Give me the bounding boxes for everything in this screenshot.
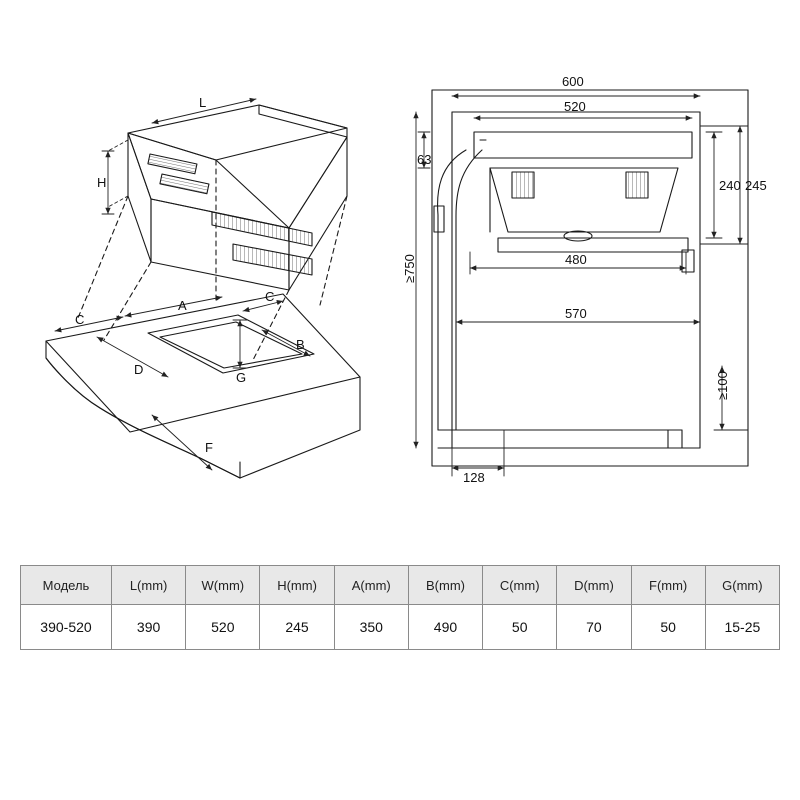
- header-g: G(mm): [705, 566, 779, 605]
- cell-c: 50: [483, 605, 557, 650]
- label-D: D: [134, 362, 144, 377]
- header-h: H(mm): [260, 566, 334, 605]
- iso-dimension-lines: [55, 99, 310, 470]
- dim-750: ≥750: [402, 254, 417, 283]
- header-f: F(mm): [631, 566, 705, 605]
- dim-128: 128: [463, 470, 485, 485]
- header-model: Модель: [21, 566, 112, 605]
- header-w: W(mm): [186, 566, 260, 605]
- label-C-right: C: [265, 289, 275, 304]
- table-row: [21, 605, 780, 650]
- section-dimension-lines: [416, 96, 748, 476]
- label-H: H: [97, 175, 107, 190]
- header-b: B(mm): [408, 566, 482, 605]
- label-A: A: [178, 298, 187, 313]
- cell-f: 50: [631, 605, 705, 650]
- specification-table: [20, 565, 780, 650]
- header-c: C(mm): [483, 566, 557, 605]
- dim-480: 480: [565, 252, 587, 267]
- hood-body: [128, 105, 347, 290]
- dim-100: ≥100: [715, 371, 730, 400]
- cell-h: 245: [260, 605, 334, 650]
- cell-w: 520: [186, 605, 260, 650]
- dim-600: 600: [562, 74, 584, 89]
- label-L: L: [199, 95, 207, 110]
- cell-b: 490: [408, 605, 482, 650]
- dim-570: 570: [565, 306, 587, 321]
- header-l: L(mm): [112, 566, 186, 605]
- dim-520: 520: [564, 99, 586, 114]
- table-header-row: [21, 566, 780, 605]
- cell-model: 390-520: [21, 605, 112, 650]
- cell-g: 15-25: [705, 605, 779, 650]
- dim-245: 245: [745, 178, 767, 193]
- countertop: [46, 294, 360, 478]
- cell-l: 390: [112, 605, 186, 650]
- label-G: G: [236, 370, 247, 385]
- header-d: D(mm): [557, 566, 631, 605]
- cell-a: 350: [334, 605, 408, 650]
- label-F: F: [205, 440, 213, 455]
- dim-240: 240: [719, 178, 741, 193]
- dim-63: 63: [417, 152, 432, 167]
- section-view: [432, 90, 748, 466]
- label-C-left: C: [75, 312, 85, 327]
- label-B: B: [296, 337, 305, 352]
- cell-d: 70: [557, 605, 631, 650]
- header-a: A(mm): [334, 566, 408, 605]
